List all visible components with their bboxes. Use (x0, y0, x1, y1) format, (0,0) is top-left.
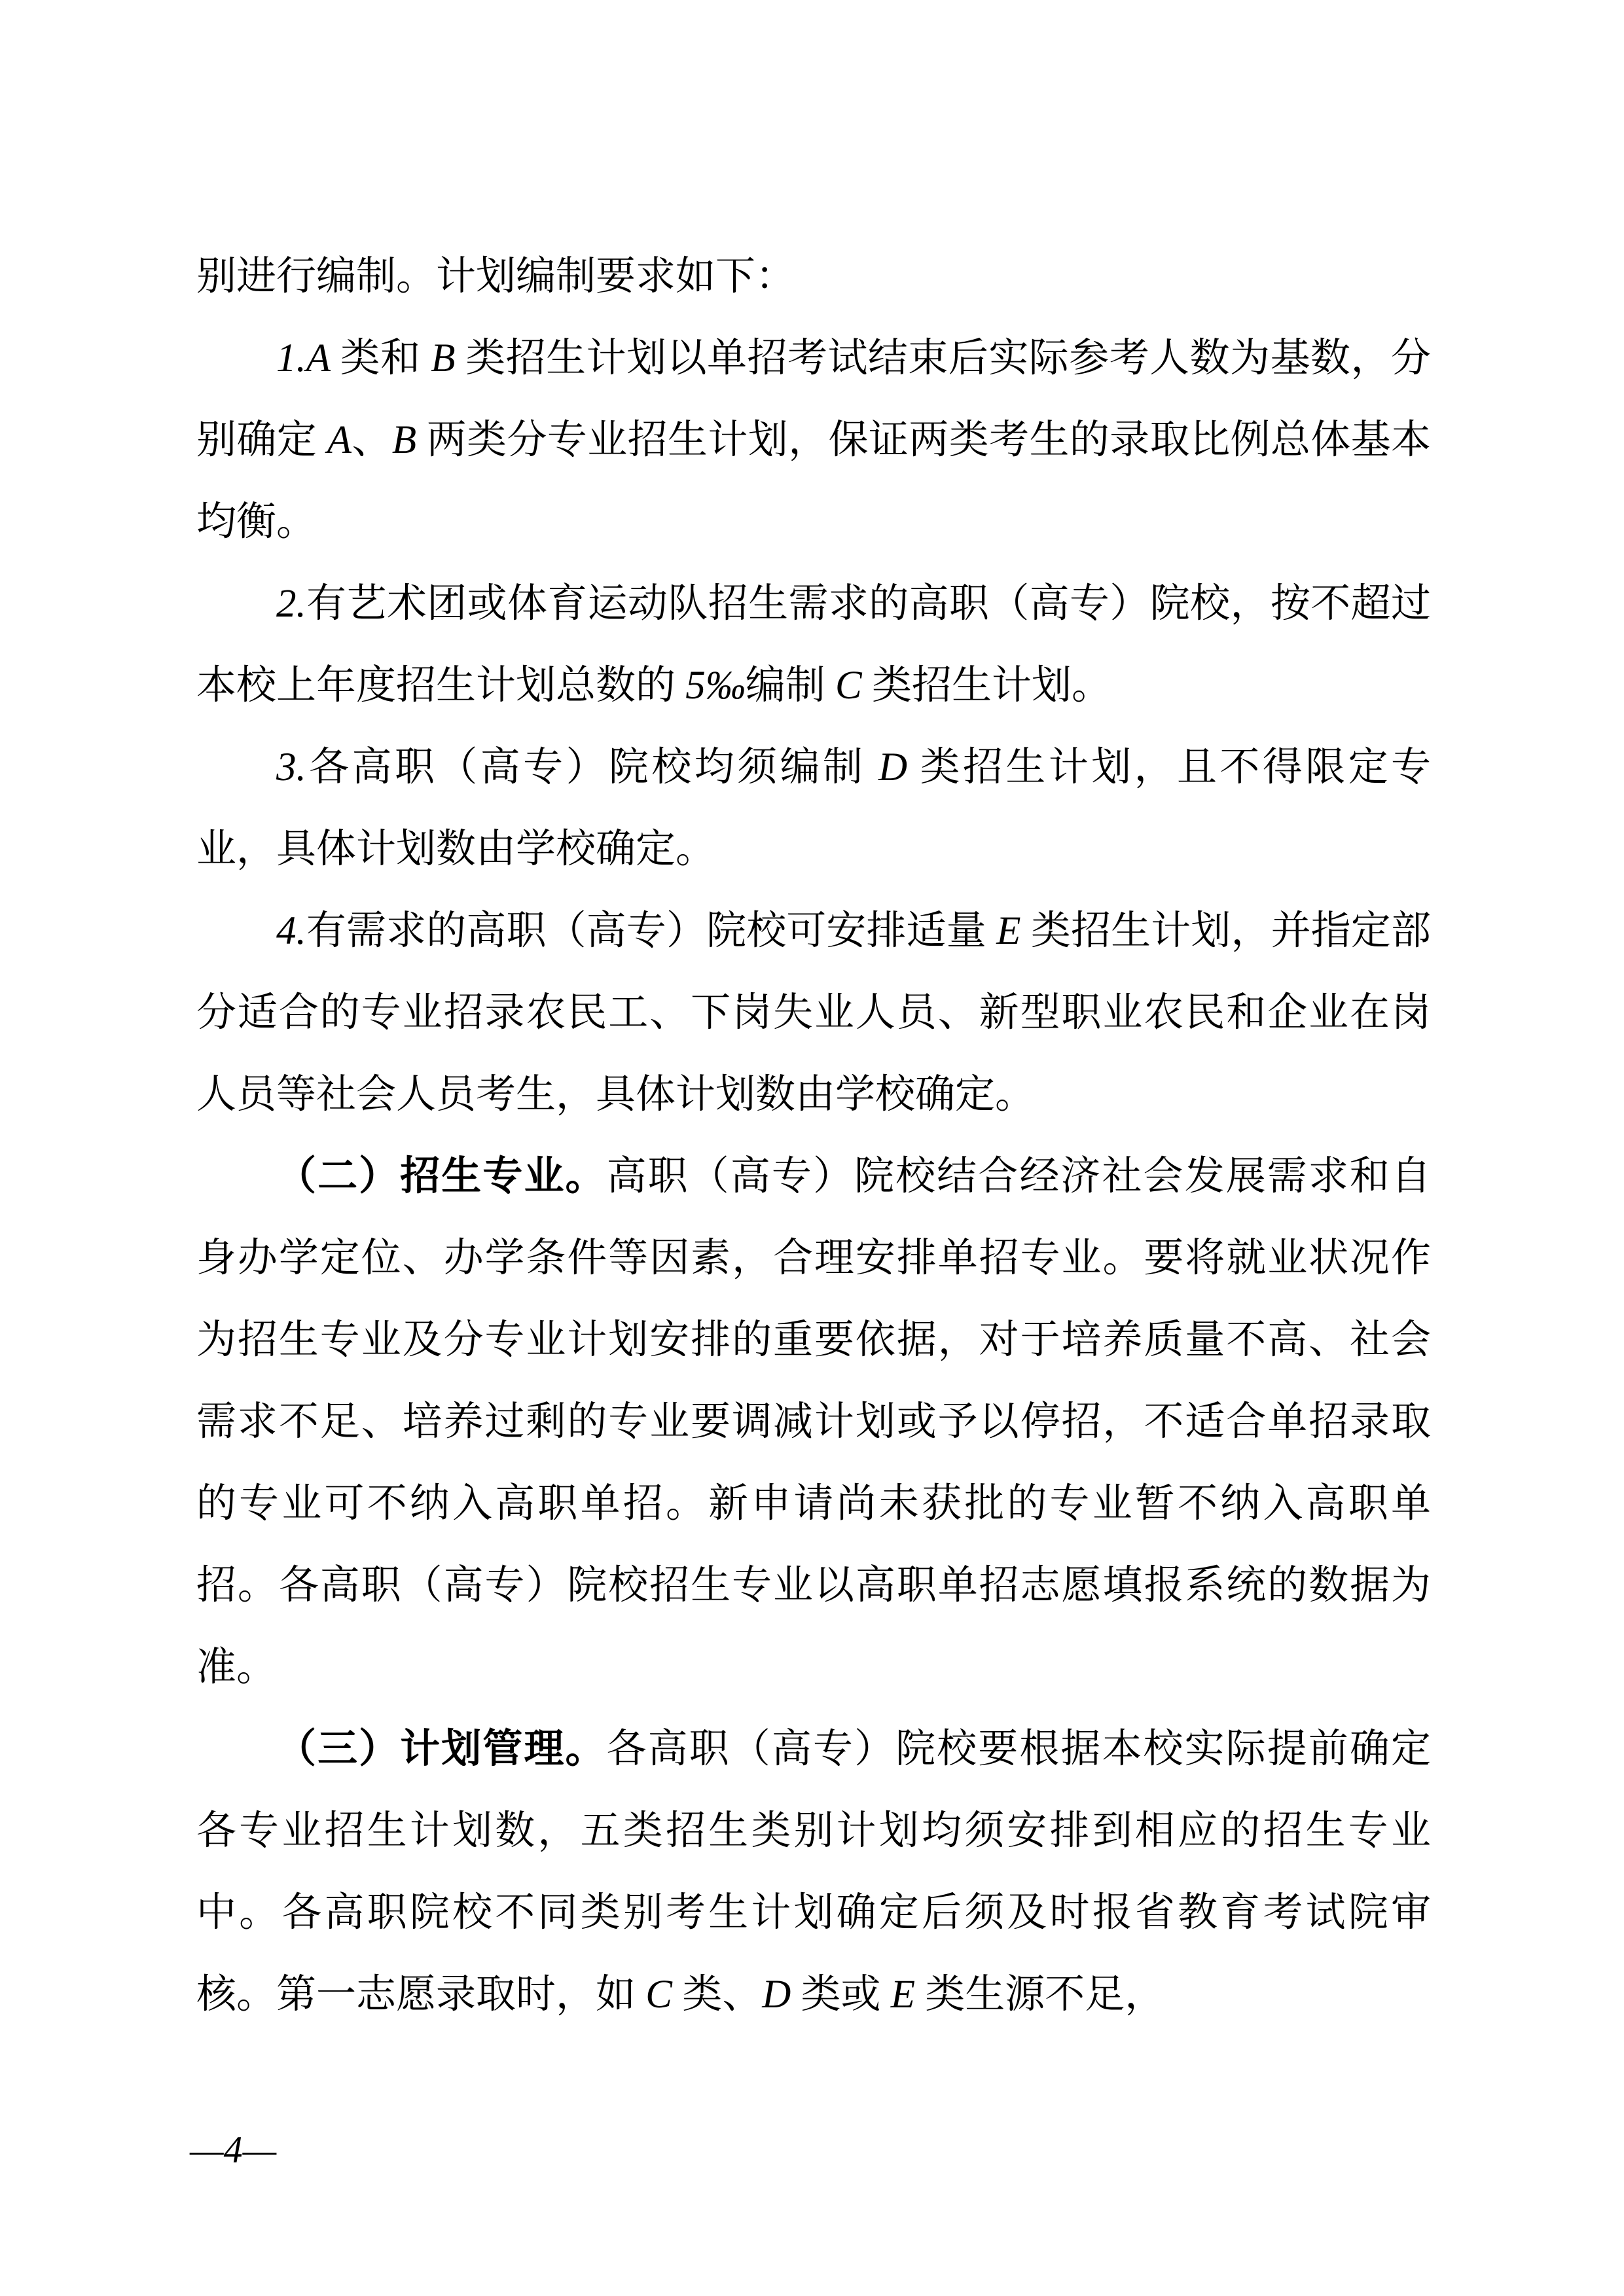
page-number: —4— (190, 2128, 277, 2171)
paragraph (196, 236, 1431, 317)
paragraph (196, 1708, 1431, 2036)
paragraph-text: 3.各高职（高专）院校均须编制 D 类招生计划，且不得限定专业，具体计划数由学校确定。 (196, 745, 1431, 871)
paragraph-text: 别进行编制。计划编制要求如下： (196, 255, 796, 298)
paragraph-text: 各高职（高专）院校要根据本校实际提前确定各专业招生计划数，五类招生类别计划均须安排到相应的招生专业中。各高职院校不同类别考生计划确定后须及时报省教育考试院审核。第一志愿录取时，如 C 类、D 类或 E 类生源不足， (196, 1727, 1431, 2017)
paragraph (196, 726, 1431, 890)
paragraph (196, 1136, 1431, 1708)
section-heading: （三）计划管理。 (276, 1727, 607, 1771)
section-heading: （二）招生专业。 (276, 1155, 607, 1198)
paragraph-text: 4.有需求的高职（高专）院校可安排适量 E 类招生计划，并指定部分适合的专业招录农民工、下岗失业人员、新型职业农民和企业在岗人员等社会人员考生，具体计划数由学校确定。 (196, 909, 1431, 1117)
paragraph (196, 890, 1431, 1136)
paragraph-text: 2.有艺术团或体育运动队招生需求的高职（高专）院校，按不超过本校上年度招生计划总数的 5‰编制 C 类招生计划。 (196, 582, 1431, 708)
paragraph (196, 563, 1431, 726)
body-text (196, 236, 1431, 2036)
paragraph-text: 高职（高专）院校结合经济社会发展需求和自身办学定位、办学条件等因素，合理安排单招专业。要将就业状况作为招生专业及分专业计划安排的重要依据，对于培养质量不高、社会需求不足、培养过剩的专业要调减计划或予以停招，不适合单招录取的专业可不纳入高职单招。新申请尚未获批的专业暂不纳入高职单招。各高职（高专）院校招生专业以高职单招志愿填报系统的数据为准。 (196, 1155, 1431, 1689)
paragraph-text: 1.A 类和 B 类招生计划以单招考试结束后实际参考人数为基数，分别确定 A、B 两类分专业招生计划，保证两类考生的录取比例总体基本均衡。 (196, 336, 1431, 544)
paragraph (196, 317, 1431, 563)
